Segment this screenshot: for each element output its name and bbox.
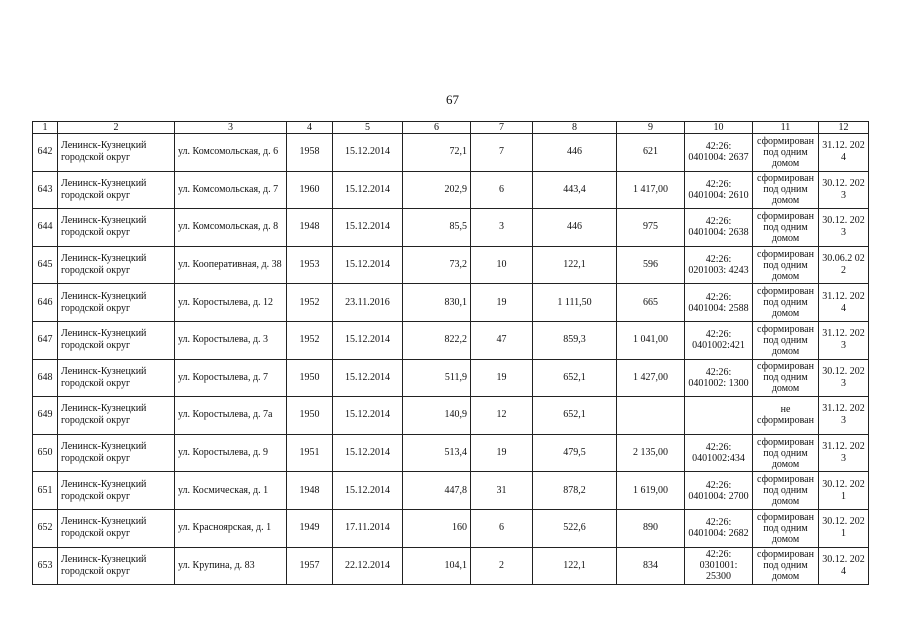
land-status-cell: сформирован под одним домом: [753, 434, 819, 472]
land-area-cell: 522,6: [533, 509, 617, 547]
column-header: 3: [175, 122, 287, 134]
year-cell: 1951: [287, 434, 333, 472]
year-cell: 1957: [287, 547, 333, 585]
date-cell: 15.12.2014: [333, 209, 403, 247]
value-cell: 2 135,00: [617, 434, 685, 472]
value-cell: 1 619,00: [617, 472, 685, 510]
table-row: [33, 209, 869, 247]
address-cell: ул. Крупина, д. 83: [175, 547, 287, 585]
page-number: 67: [446, 92, 459, 107]
column-header: 9: [617, 122, 685, 134]
table-row: [33, 359, 869, 397]
residents-cell: 19: [471, 434, 533, 472]
address-cell: ул. Комсомольская, д. 8: [175, 209, 287, 247]
address-cell: ул. Коростылева, д. 3: [175, 321, 287, 359]
municipality-cell: Ленинск-Кузнецкий городской округ: [58, 246, 175, 284]
land-area-cell: 652,1: [533, 397, 617, 435]
deadline-cell: 30.12. 2023: [819, 359, 869, 397]
cadastral-number-cell: 42:26: 0401002:434: [685, 434, 753, 472]
value-cell: 621: [617, 134, 685, 172]
table-row: [33, 472, 869, 510]
row-number: 644: [33, 209, 58, 247]
land-area-cell: 1 111,50: [533, 284, 617, 322]
date-cell: 15.12.2014: [333, 246, 403, 284]
column-header: 7: [471, 122, 533, 134]
cadastral-number-cell: [685, 397, 753, 435]
row-number: 647: [33, 321, 58, 359]
residents-cell: 10: [471, 246, 533, 284]
address-cell: ул. Коростылева, д. 7: [175, 359, 287, 397]
municipality-cell: Ленинск-Кузнецкий городской округ: [58, 134, 175, 172]
address-cell: ул. Космическая, д. 1: [175, 472, 287, 510]
row-number: 650: [33, 434, 58, 472]
residents-cell: 12: [471, 397, 533, 435]
municipality-cell: Ленинск-Кузнецкий городской округ: [58, 284, 175, 322]
area-cell: 72,1: [403, 134, 471, 172]
table-row: [33, 397, 869, 435]
municipality-cell: Ленинск-Кузнецкий городской округ: [58, 547, 175, 585]
table-row: [33, 171, 869, 209]
address-cell: ул. Коростылева, д. 12: [175, 284, 287, 322]
deadline-cell: 31.12. 2024: [819, 284, 869, 322]
area-cell: 73,2: [403, 246, 471, 284]
table-row: [33, 284, 869, 322]
year-cell: 1950: [287, 397, 333, 435]
row-number: 652: [33, 509, 58, 547]
land-area-cell: 479,5: [533, 434, 617, 472]
table-row: [33, 246, 869, 284]
date-cell: 15.12.2014: [333, 472, 403, 510]
year-cell: 1950: [287, 359, 333, 397]
column-header: 10: [685, 122, 753, 134]
land-area-cell: 859,3: [533, 321, 617, 359]
column-header: 12: [819, 122, 869, 134]
column-header: 11: [753, 122, 819, 134]
land-status-cell: сформирован под одним домом: [753, 134, 819, 172]
date-cell: 15.12.2014: [333, 434, 403, 472]
value-cell: 665: [617, 284, 685, 322]
land-area-cell: 446: [533, 134, 617, 172]
land-status-cell: сформирован под одним домом: [753, 321, 819, 359]
deadline-cell: 30.12. 2021: [819, 509, 869, 547]
row-number: 645: [33, 246, 58, 284]
land-area-cell: 122,1: [533, 246, 617, 284]
land-status-cell: не сформирован: [753, 397, 819, 435]
area-cell: 511,9: [403, 359, 471, 397]
row-number: 653: [33, 547, 58, 585]
deadline-cell: 31.12. 2023: [819, 321, 869, 359]
value-cell: 975: [617, 209, 685, 247]
municipality-cell: Ленинск-Кузнецкий городской округ: [58, 472, 175, 510]
cadastral-number-cell: 42:26: 0201003: 4243: [685, 246, 753, 284]
year-cell: 1958: [287, 134, 333, 172]
table-row: [33, 321, 869, 359]
cadastral-number-cell: 42:26: 0401004: 2610: [685, 171, 753, 209]
area-cell: 513,4: [403, 434, 471, 472]
row-number: 643: [33, 171, 58, 209]
deadline-cell: 31.12. 2023: [819, 397, 869, 435]
address-cell: ул. Комсомольская, д. 6: [175, 134, 287, 172]
date-cell: 22.12.2014: [333, 547, 403, 585]
year-cell: 1953: [287, 246, 333, 284]
municipality-cell: Ленинск-Кузнецкий городской округ: [58, 209, 175, 247]
deadline-cell: 30.12. 2023: [819, 171, 869, 209]
table-row: [33, 134, 869, 172]
area-cell: 822,2: [403, 321, 471, 359]
table-body: [33, 134, 869, 585]
date-cell: 15.12.2014: [333, 171, 403, 209]
column-header: 1: [33, 122, 58, 134]
municipality-cell: Ленинск-Кузнецкий городской округ: [58, 321, 175, 359]
residents-cell: 31: [471, 472, 533, 510]
land-status-cell: сформирован под одним домом: [753, 547, 819, 585]
date-cell: 15.12.2014: [333, 134, 403, 172]
municipality-cell: Ленинск-Кузнецкий городской округ: [58, 171, 175, 209]
date-cell: 15.12.2014: [333, 397, 403, 435]
land-status-cell: сформирован под одним домом: [753, 472, 819, 510]
area-cell: 160: [403, 509, 471, 547]
land-area-cell: 443,4: [533, 171, 617, 209]
deadline-cell: 31.12. 2023: [819, 434, 869, 472]
area-cell: 85,5: [403, 209, 471, 247]
municipality-cell: Ленинск-Кузнецкий городской округ: [58, 359, 175, 397]
address-cell: ул. Комсомольская, д. 7: [175, 171, 287, 209]
land-area-cell: 122,1: [533, 547, 617, 585]
date-cell: 23.11.2016: [333, 284, 403, 322]
column-header: 5: [333, 122, 403, 134]
address-cell: ул. Коростылева, д. 7а: [175, 397, 287, 435]
year-cell: 1949: [287, 509, 333, 547]
cadastral-number-cell: 42:26: 0401004: 2682: [685, 509, 753, 547]
cadastral-number-cell: 42:26: 0401002: 1300: [685, 359, 753, 397]
header-row: [33, 122, 869, 134]
deadline-cell: 30.12. 2024: [819, 547, 869, 585]
cadastral-number-cell: 42:26: 0401004: 2637: [685, 134, 753, 172]
land-status-cell: сформирован под одним домом: [753, 209, 819, 247]
municipality-cell: Ленинск-Кузнецкий городской округ: [58, 397, 175, 435]
row-number: 649: [33, 397, 58, 435]
year-cell: 1948: [287, 209, 333, 247]
cadastral-number-cell: 42:26: 0401004: 2588: [685, 284, 753, 322]
register-table: [32, 121, 869, 585]
year-cell: 1960: [287, 171, 333, 209]
residents-cell: 19: [471, 284, 533, 322]
residents-cell: 6: [471, 509, 533, 547]
land-area-cell: 446: [533, 209, 617, 247]
column-header: 2: [58, 122, 175, 134]
table-row: [33, 434, 869, 472]
deadline-cell: 30.12. 2021: [819, 472, 869, 510]
date-cell: 15.12.2014: [333, 359, 403, 397]
table-row: [33, 509, 869, 547]
residents-cell: 47: [471, 321, 533, 359]
year-cell: 1948: [287, 472, 333, 510]
residents-cell: 2: [471, 547, 533, 585]
land-area-cell: 878,2: [533, 472, 617, 510]
value-cell: 596: [617, 246, 685, 284]
area-cell: 202,9: [403, 171, 471, 209]
column-header: 6: [403, 122, 471, 134]
value-cell: 1 417,00: [617, 171, 685, 209]
deadline-cell: 31.12. 2024: [819, 134, 869, 172]
value-cell: 1 041,00: [617, 321, 685, 359]
deadline-cell: 30.06.2 022: [819, 246, 869, 284]
cadastral-number-cell: 42:26: 0401002:421: [685, 321, 753, 359]
residents-cell: 3: [471, 209, 533, 247]
value-cell: 834: [617, 547, 685, 585]
value-cell: 890: [617, 509, 685, 547]
land-area-cell: 652,1: [533, 359, 617, 397]
land-status-cell: сформирован под одним домом: [753, 171, 819, 209]
row-number: 651: [33, 472, 58, 510]
residents-cell: 19: [471, 359, 533, 397]
area-cell: 104,1: [403, 547, 471, 585]
year-cell: 1952: [287, 284, 333, 322]
address-cell: ул. Красноярская, д. 1: [175, 509, 287, 547]
municipality-cell: Ленинск-Кузнецкий городской округ: [58, 509, 175, 547]
row-number: 642: [33, 134, 58, 172]
land-status-cell: сформирован под одним домом: [753, 284, 819, 322]
year-cell: 1952: [287, 321, 333, 359]
area-cell: 830,1: [403, 284, 471, 322]
residents-cell: 7: [471, 134, 533, 172]
residents-cell: 6: [471, 171, 533, 209]
land-status-cell: сформирован под одним домом: [753, 246, 819, 284]
cadastral-number-cell: 42:26: 0301001: 25300: [685, 547, 753, 585]
value-cell: 1 427,00: [617, 359, 685, 397]
address-cell: ул. Кооперативная, д. 38: [175, 246, 287, 284]
deadline-cell: 30.12. 2023: [819, 209, 869, 247]
column-header: 4: [287, 122, 333, 134]
date-cell: 17.11.2014: [333, 509, 403, 547]
area-cell: 140,9: [403, 397, 471, 435]
land-status-cell: сформирован под одним домом: [753, 509, 819, 547]
cadastral-number-cell: 42:26: 0401004: 2700: [685, 472, 753, 510]
row-number: 648: [33, 359, 58, 397]
row-number: 646: [33, 284, 58, 322]
cadastral-number-cell: 42:26: 0401004: 2638: [685, 209, 753, 247]
municipality-cell: Ленинск-Кузнецкий городской округ: [58, 434, 175, 472]
date-cell: 15.12.2014: [333, 321, 403, 359]
land-status-cell: сформирован под одним домом: [753, 359, 819, 397]
value-cell: [617, 397, 685, 435]
area-cell: 447,8: [403, 472, 471, 510]
column-header: 8: [533, 122, 617, 134]
table-row: [33, 547, 869, 585]
address-cell: ул. Коростылева, д. 9: [175, 434, 287, 472]
